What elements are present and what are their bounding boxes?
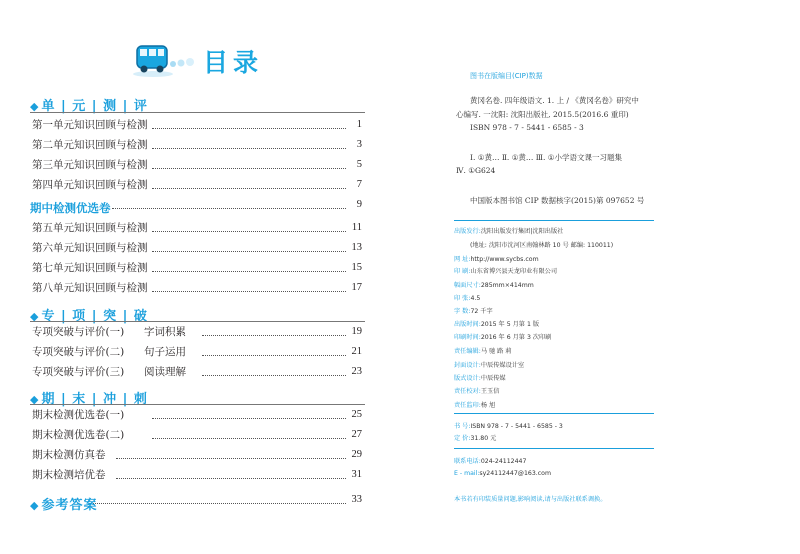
toc-page-number: 29 — [351, 449, 362, 460]
toc-title: 第八单元知识回顾与检测 — [32, 282, 148, 294]
toc-title: 期末检测培优卷 — [32, 469, 106, 481]
cip-line: 心编写. 一沈阳: 沈阳出版社, 2015.5(2016.6 重印) — [456, 110, 629, 119]
divider — [454, 448, 654, 449]
toc-title: 第七单元知识回顾与检测 — [32, 262, 148, 274]
pub-info-key: 印 刷: — [454, 268, 471, 275]
toc-row[interactable] — [32, 448, 362, 462]
toc-leader-dots — [116, 444, 346, 459]
toc-page-number: 17 — [351, 282, 362, 293]
toc-title: 第五单元知识回顾与检测 — [32, 222, 148, 234]
toc-row[interactable] — [32, 138, 362, 152]
toc-row[interactable] — [32, 261, 362, 275]
diamond-icon: ◆ — [30, 310, 40, 323]
pub-info-key: 责任监印: — [454, 402, 481, 409]
pub-info-value: 2016 年 6 月第 3 次印刷 — [480, 334, 552, 341]
toc-title: 第三单元知识回顾与检测 — [32, 159, 148, 171]
divider — [30, 112, 365, 113]
diamond-icon: ◆ — [30, 499, 40, 512]
pub-info-value: (地址: 沈阳市沈河区南翰林路 10 号 邮编: 110011) — [470, 242, 614, 249]
toc-page-number: 11 — [351, 222, 362, 233]
section-label: 专 | 项 | 突 | 破 — [41, 309, 148, 324]
pub-info-key: 联系电话: — [454, 458, 481, 465]
pub-info-value: 4.5 — [470, 295, 481, 302]
pub-info-value: 2015 年 5 月第 1 版 — [480, 321, 540, 328]
toc-leader-dots — [152, 404, 346, 419]
cip-line: Ⅳ. ①G624 — [456, 166, 496, 175]
toc-title: 第四单元知识回顾与检测 — [32, 179, 148, 191]
cip-line: 中国版本图书馆 CIP 数据核字(2015)第 097652 号 — [470, 196, 645, 205]
pub-info-row — [454, 433, 496, 442]
pub-info-value: sy24112447@163.com — [479, 470, 551, 477]
diamond-icon: ◆ — [30, 393, 40, 406]
toc-leader-dots — [202, 321, 346, 336]
toc-leader-dots — [202, 361, 346, 376]
pub-info-key: 网 址: — [454, 256, 471, 263]
toc-title: 期末检测优选卷(二) — [32, 429, 125, 441]
toc-leader-dots — [152, 257, 346, 272]
toc-subtitle: 字词积累 — [144, 326, 186, 338]
pub-info-row — [454, 456, 526, 465]
toc-leader-dots — [152, 217, 346, 232]
page-title: 目录 — [203, 48, 264, 77]
toc-leader-dots — [152, 277, 346, 292]
divider — [30, 321, 365, 322]
pub-info-value: 285mm×414mm — [480, 282, 534, 289]
pub-info-key: 封面设计: — [454, 362, 481, 369]
pub-info-value: 马 驰 路 莉 — [480, 348, 512, 355]
toc-row[interactable] — [32, 241, 362, 255]
pub-info-value: 杨 旭 — [480, 402, 496, 409]
toc-page-number: 9 — [356, 199, 362, 210]
section-midterm — [30, 200, 111, 216]
toc-leader-dots — [90, 489, 346, 504]
pub-info-value: 31.80 元 — [470, 435, 497, 442]
cip-line: 黄冈名卷. 四年级语文. 1. 上 / 《黄冈名卷》研究中 — [470, 96, 639, 105]
toc-row[interactable] — [32, 365, 362, 379]
pub-info-key: 书 号: — [454, 423, 471, 430]
section-label: 参考答案 — [41, 498, 98, 513]
pub-info-key: E - mail: — [454, 470, 480, 477]
pub-info-row — [454, 332, 551, 341]
toc-page-number: 23 — [351, 366, 362, 377]
pub-info-row — [454, 470, 551, 477]
toc-page-number: 25 — [351, 409, 362, 420]
toc-page-number: 3 — [356, 139, 362, 150]
pub-info-value: ISBN 978 - 7 - 5441 - 6585 - 3 — [470, 423, 563, 430]
pub-info-row — [454, 226, 563, 235]
toc-leader-dots — [152, 424, 346, 439]
toc-row[interactable] — [32, 281, 362, 295]
pub-info-row — [454, 421, 563, 430]
quality-note: 本书若有印装质量问题,影响阅读,请与出版社联系调换。 — [454, 496, 607, 503]
pub-info-row — [454, 386, 499, 395]
toc-page-number: 7 — [356, 179, 362, 190]
pub-info-row — [454, 306, 493, 315]
toc-leader-dots — [112, 194, 346, 209]
toc-title: 第一单元知识回顾与检测 — [32, 119, 148, 131]
toc-subtitle: 句子运用 — [144, 346, 186, 358]
pub-info-key: 印 张: — [454, 295, 471, 302]
pub-info-value: 中辰传媒设计室 — [480, 362, 525, 369]
toc-title: 第六单元知识回顾与检测 — [32, 242, 148, 254]
pub-info-key: 出版时间: — [454, 321, 481, 328]
pub-info-value: 72 千字 — [470, 308, 493, 315]
pub-info-key: 责任校对: — [454, 388, 481, 395]
section-answers — [30, 494, 97, 513]
pub-info-key: 责任编辑: — [454, 348, 481, 355]
toc-title: 期末检测仿真卷 — [32, 449, 106, 461]
pub-info-row — [454, 254, 539, 263]
toc-page-number: 1 — [356, 119, 362, 130]
pub-info-value: 山东省博兴县天龙印业有限公司 — [470, 268, 558, 275]
toc-row[interactable] — [32, 118, 362, 132]
toc-leader-dots — [152, 114, 346, 129]
toc-page-number: 27 — [351, 429, 362, 440]
pub-info-value: http://www.sycbs.com — [470, 256, 539, 263]
toc-page-number: 21 — [351, 346, 362, 357]
pub-info-value: 024-24112447 — [480, 458, 527, 465]
toc-row[interactable] — [32, 428, 362, 442]
toc-leader-dots — [152, 174, 346, 189]
pub-info-key: 出版发行: — [454, 228, 481, 235]
pub-info-value: 沈阳出版发行集团|沈阳出版社 — [480, 228, 564, 235]
pub-info-key: 定 价: — [454, 435, 471, 442]
toc-row[interactable] — [32, 408, 362, 422]
toc-page-number: 19 — [351, 326, 362, 337]
pub-info-row — [454, 293, 480, 302]
toc-row[interactable] — [32, 325, 362, 339]
section-label: 期 | 末 | 冲 | 刺 — [41, 392, 148, 407]
pub-info-row — [454, 346, 512, 355]
toc-title: 专项突破与评价(一) — [32, 326, 125, 338]
toc-page-number: 33 — [351, 494, 362, 505]
toc-title: 期末检测优选卷(一) — [32, 409, 125, 421]
toc-row[interactable] — [32, 345, 362, 359]
section-label: 期中检测优选卷 — [30, 201, 111, 215]
pub-info-row — [454, 373, 506, 382]
toc-leader-dots — [152, 237, 346, 252]
toc-row[interactable] — [32, 158, 362, 172]
toc-page-number: 13 — [351, 242, 362, 253]
pub-info-key: 幅面尺寸: — [454, 282, 481, 289]
toc-leader-dots — [152, 154, 346, 169]
pub-info-key: 字 数: — [454, 308, 471, 315]
pub-info-row — [454, 280, 534, 289]
toc-row[interactable] — [32, 178, 362, 192]
pub-info-row — [454, 319, 539, 328]
pub-info-key: 印刷时间: — [454, 334, 481, 341]
pub-info-row — [454, 266, 557, 275]
diamond-icon: ◆ — [30, 100, 40, 113]
pub-info-value: 王玉信 — [480, 388, 500, 395]
toc-page-number: 15 — [351, 262, 362, 273]
pub-info-value: 中辰传媒 — [480, 375, 506, 382]
toc-row[interactable] — [32, 468, 362, 482]
divider — [30, 404, 365, 405]
pub-info-row — [454, 360, 524, 369]
toc-page-number: 5 — [356, 159, 362, 170]
divider — [454, 220, 654, 221]
toc-leader-dots — [202, 341, 346, 356]
pub-info-key: 版式设计: — [454, 375, 481, 382]
cip-line: Ⅰ. ①黄… Ⅱ. ①黄… Ⅲ. ①小学语文课一习题集 — [470, 153, 623, 162]
pub-info-row — [470, 240, 613, 249]
pub-info-row — [454, 400, 495, 409]
cip-heading: 图书在版编目(CIP)数据 — [470, 72, 543, 80]
divider — [454, 413, 654, 414]
toc-leader-dots — [152, 134, 346, 149]
toc-title: 第二单元知识回顾与检测 — [32, 139, 148, 151]
toc-page-number: 31 — [351, 469, 362, 480]
toc-title: 专项突破与评价(二) — [32, 346, 125, 358]
toc-row[interactable] — [32, 221, 362, 235]
toc-subtitle: 阅读理解 — [144, 366, 186, 378]
cip-isbn: ISBN 978 - 7 - 5441 - 6585 - 3 — [470, 123, 584, 132]
toc-leader-dots — [116, 464, 346, 479]
section-label: 单 | 元 | 测 | 评 — [41, 99, 148, 114]
toc-title: 专项突破与评价(三) — [32, 366, 125, 378]
